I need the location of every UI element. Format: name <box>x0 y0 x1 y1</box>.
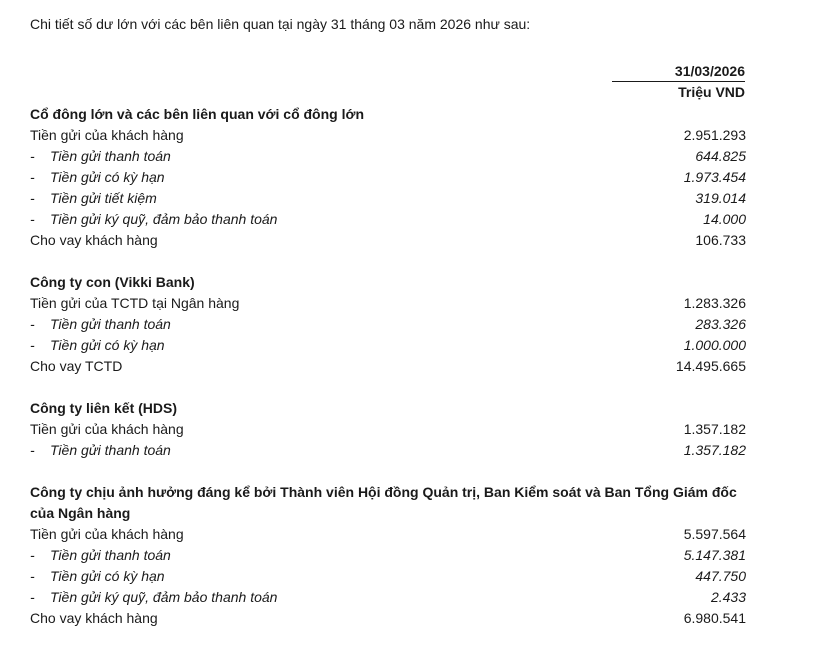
row-value: 283.326 <box>695 316 746 332</box>
row-label: Tiền gửi thanh toán <box>50 442 171 458</box>
section <box>30 482 746 629</box>
row-label: Tiền gửi có kỳ hạn <box>50 169 165 185</box>
table-row <box>30 356 746 377</box>
row-label: Tiền gửi ký quỹ, đảm bảo thanh toán <box>50 211 278 227</box>
column-unit: Triệu VND <box>678 84 745 100</box>
row-value: 1.000.000 <box>683 337 746 353</box>
sub-row <box>30 314 746 335</box>
section-title: Công ty con (Vikki Bank) <box>30 274 195 290</box>
related-party-balances-table <box>30 104 746 650</box>
sub-row <box>30 440 746 461</box>
bullet-dash: - <box>30 169 35 185</box>
row-label: Tiền gửi của khách hàng <box>30 127 184 143</box>
row-label: Tiền gửi có kỳ hạn <box>50 568 165 584</box>
row-label: Cho vay khách hàng <box>30 232 158 248</box>
table-row <box>30 524 746 545</box>
section <box>30 272 746 377</box>
row-value: 1.357.182 <box>683 442 746 458</box>
sub-row <box>30 146 746 167</box>
row-value: 106.733 <box>695 232 746 248</box>
section-title: Công ty chịu ảnh hưởng đáng kể bởi Thành viên Hội đồng Quản trị, Ban Kiểm soát và Ban Tổng Giám đốc của Ngân hàng <box>30 484 737 521</box>
sub-row <box>30 209 746 230</box>
row-label: Tiền gửi của khách hàng <box>30 421 184 437</box>
row-value: 2.951.293 <box>683 127 746 143</box>
row-value: 319.014 <box>695 190 746 206</box>
row-value: 14.000 <box>703 211 746 227</box>
row-label: Tiền gửi ký quỹ, đảm bảo thanh toán <box>50 589 278 605</box>
row-label: Cho vay TCTD <box>30 358 123 374</box>
row-value: 447.750 <box>695 568 746 584</box>
bullet-dash: - <box>30 442 35 458</box>
sub-row <box>30 335 746 356</box>
bullet-dash: - <box>30 337 35 353</box>
intro-text: Chi tiết số dư lớn với các bên liên quan tại ngày 31 tháng 03 năm 2026 như sau: <box>30 16 531 32</box>
row-value: 14.495.665 <box>675 358 746 374</box>
row-label: Tiền gửi thanh toán <box>50 547 171 563</box>
bullet-dash: - <box>30 211 35 227</box>
bullet-dash: - <box>30 316 35 332</box>
row-label: Tiền gửi có kỳ hạn <box>50 337 165 353</box>
row-value: 1.357.182 <box>683 421 746 437</box>
row-value: 1.973.454 <box>683 169 746 185</box>
table-row <box>30 230 746 251</box>
section-title: Công ty liên kết (HDS) <box>30 400 178 416</box>
row-value: 644.825 <box>695 148 746 164</box>
row-label: Tiền gửi tiết kiệm <box>50 190 157 206</box>
section <box>30 398 746 461</box>
row-value: 5.597.564 <box>683 526 746 542</box>
sub-row <box>30 566 746 587</box>
row-value: 5.147.381 <box>683 547 746 563</box>
sub-row <box>30 545 746 566</box>
row-label: Tiền gửi thanh toán <box>50 316 171 332</box>
table-row <box>30 608 746 629</box>
bullet-dash: - <box>30 589 35 605</box>
row-label: Cho vay khách hàng <box>30 610 158 626</box>
table-row <box>30 125 746 146</box>
table-row <box>30 419 746 440</box>
column-date: 31/03/2026 <box>612 61 745 82</box>
sub-row <box>30 188 746 209</box>
row-value: 6.980.541 <box>683 610 746 626</box>
section-title: Cổ đông lớn và các bên liên quan với cổ đông lớn <box>30 106 364 122</box>
row-label: Tiền gửi của khách hàng <box>30 526 184 542</box>
bullet-dash: - <box>30 568 35 584</box>
sub-row <box>30 587 746 608</box>
row-value: 2.433 <box>710 589 746 605</box>
bullet-dash: - <box>30 547 35 563</box>
bullet-dash: - <box>30 190 35 206</box>
row-label: Tiền gửi của TCTD tại Ngân hàng <box>30 295 240 311</box>
bullet-dash: - <box>30 148 35 164</box>
column-header <box>612 61 745 102</box>
section <box>30 104 746 251</box>
row-value: 1.283.326 <box>683 295 746 311</box>
sub-row <box>30 167 746 188</box>
row-label: Tiền gửi thanh toán <box>50 148 171 164</box>
table-row <box>30 293 746 314</box>
